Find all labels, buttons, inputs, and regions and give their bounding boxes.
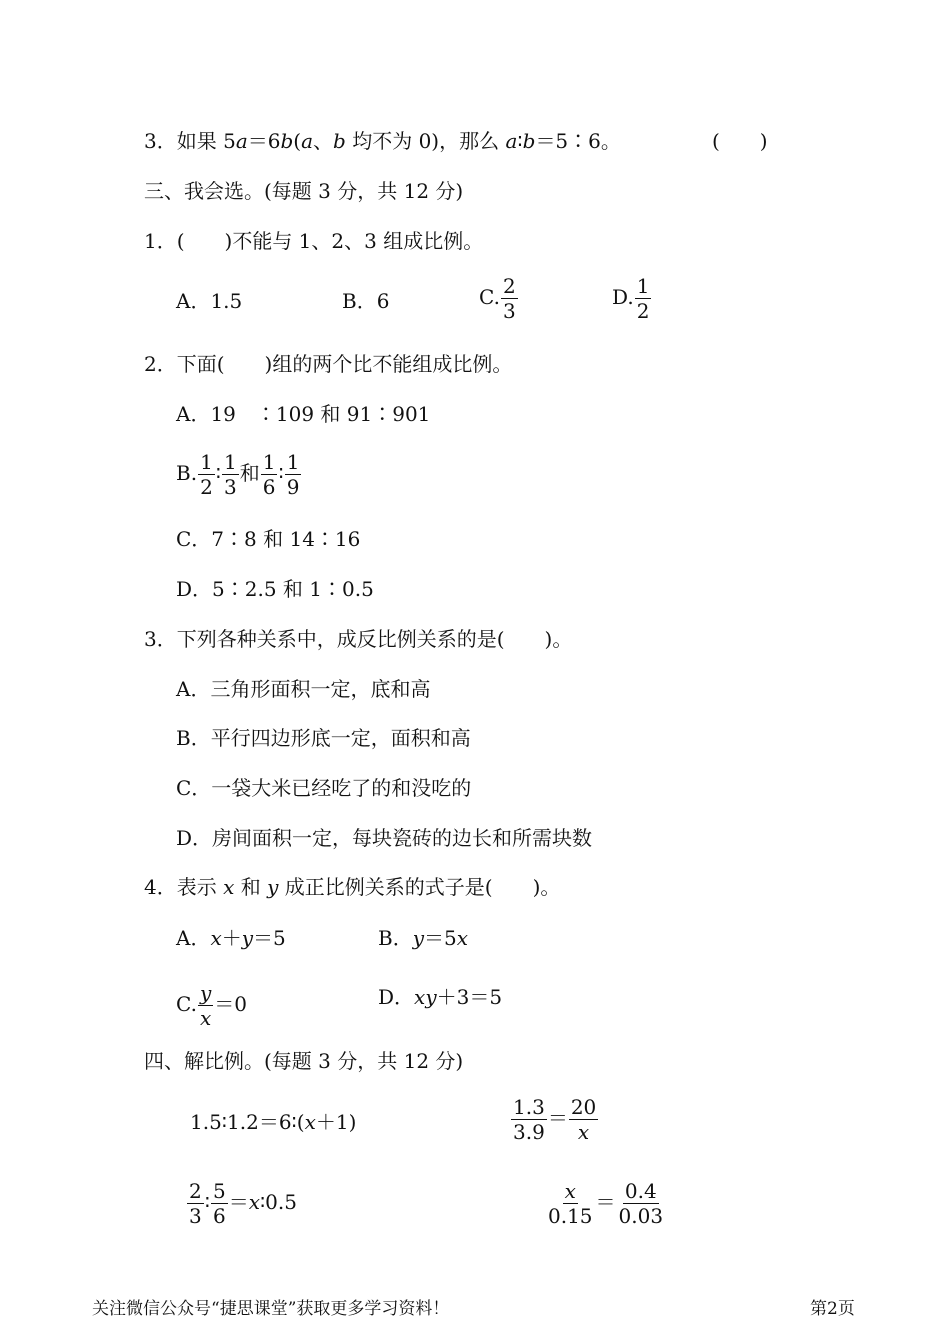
section-title: 三、我会选。(每题 3 分，共 12 分) — [144, 179, 464, 203]
ratio-colon: ∶ — [278, 461, 284, 485]
numerator: 1 — [636, 274, 650, 298]
option-label: D. — [612, 285, 634, 309]
denominator: 0.03 — [618, 1204, 664, 1228]
option-c[interactable] — [176, 983, 247, 1028]
stmt-text: ( — [293, 129, 302, 153]
question-stem: 2．下面( )组的两个比不能组成比例。 — [144, 352, 513, 376]
fraction — [501, 276, 518, 321]
option-a[interactable] — [176, 924, 286, 952]
var-b: b — [333, 129, 346, 153]
option-label: D． — [378, 985, 415, 1009]
numerator: 1.3 — [513, 1095, 545, 1119]
var-x: x — [223, 875, 235, 899]
option-c[interactable]: C．一袋大米已经吃了的和没吃的 — [176, 776, 472, 800]
equals-sign: ＝ — [547, 1106, 568, 1130]
option-label: C. — [479, 285, 500, 309]
var-x: x — [210, 926, 222, 950]
denominator: x — [577, 1120, 590, 1144]
option-d[interactable]: D．房间面积一定，每块瓷砖的边长和所需块数 — [176, 826, 593, 850]
option-d[interactable]: D．5∶2.5 和 1∶0.5 — [176, 577, 374, 601]
option-label: B． — [378, 926, 413, 950]
denominator: x — [199, 1006, 212, 1030]
numerator: 1 — [200, 450, 213, 474]
var-y: y — [267, 875, 279, 899]
option-a[interactable]: A．三角形面积一定，底和高 — [176, 677, 431, 701]
fraction — [222, 452, 239, 497]
var-xy: xy — [414, 985, 437, 1009]
expr-text: 1.5∶1.2＝6∶( — [190, 1110, 305, 1134]
numerator: 2 — [502, 274, 516, 298]
option-a[interactable]: A．19 ∶109 和 91∶901 — [176, 402, 431, 426]
fraction — [511, 1097, 547, 1142]
var-x: x — [456, 926, 469, 950]
stem-text: 4．表示 — [144, 875, 224, 899]
fraction — [187, 1181, 204, 1226]
option-d[interactable] — [378, 983, 502, 1011]
denominator: 3 — [224, 475, 237, 499]
fraction — [635, 276, 652, 321]
expr-text: ＋3＝5 — [436, 985, 503, 1009]
expr-text: ＋1) — [315, 1110, 357, 1134]
option-label: B. — [176, 461, 198, 485]
option-label: C. — [176, 992, 197, 1016]
option-c[interactable] — [479, 276, 519, 321]
equation-3 — [186, 1181, 297, 1226]
option-b[interactable]: B．6 — [342, 289, 390, 313]
option-c[interactable]: C．7∶8 和 14∶16 — [176, 527, 361, 551]
option-b[interactable] — [176, 452, 302, 497]
fraction — [546, 1181, 595, 1226]
denominator: 3 — [502, 299, 516, 323]
fraction — [198, 983, 213, 1028]
stem-text: 成正比例关系的式子是( )。 — [278, 875, 561, 899]
var-x: x — [304, 1110, 316, 1134]
stem-text: 和 — [234, 875, 268, 899]
var-y: y — [241, 926, 254, 950]
stmt-text: ＝5∶6。 — [535, 129, 621, 153]
fraction — [285, 452, 302, 497]
option-label: A． — [176, 926, 211, 950]
numerator: 1 — [262, 450, 276, 474]
stmt-text: 3．如果 5 — [144, 129, 236, 153]
numerator: 1 — [224, 450, 237, 474]
section-title: 四、解比例。(每题 3 分，共 12 分) — [144, 1049, 464, 1073]
numerator: 0.4 — [624, 1179, 657, 1203]
denominator: 9 — [286, 475, 300, 499]
conjunction: 和 — [239, 461, 260, 485]
fraction — [261, 452, 278, 497]
ratio-colon: ∶ — [204, 1190, 210, 1214]
var-x: x — [248, 1190, 260, 1214]
stmt-text: 、 — [313, 129, 334, 153]
var-a: a — [301, 129, 314, 153]
fraction — [569, 1097, 598, 1142]
option-b[interactable]: B．平行四边形底一定，面积和高 — [176, 726, 471, 750]
stmt-text: ＝6 — [247, 129, 281, 153]
fraction — [198, 452, 215, 497]
stmt-text: ∶ — [517, 129, 523, 153]
var-b: b — [280, 129, 294, 153]
denominator: 6 — [212, 1204, 226, 1228]
numerator: 2 — [189, 1179, 202, 1203]
option-a[interactable]: A．1.5 — [176, 289, 243, 313]
expr-text: ＝5 — [424, 926, 457, 950]
denominator: 3 — [189, 1204, 202, 1228]
var-a: a — [505, 129, 518, 153]
numerator: 20 — [570, 1095, 597, 1119]
page-number: 第2页 — [810, 1299, 855, 1319]
question-stem: 1．( )不能与 1、2、3 组成比例。 — [144, 229, 484, 253]
denominator: 0.15 — [548, 1204, 593, 1228]
option-b[interactable] — [378, 924, 468, 952]
var-a: a — [235, 129, 248, 153]
question-stem: 3．下列各种关系中，成反比例关系的是( )。 — [144, 627, 573, 651]
fraction — [211, 1181, 228, 1226]
expr-text: ∶0.5 — [259, 1190, 297, 1214]
fraction — [617, 1181, 666, 1226]
question-stem — [144, 873, 560, 901]
denominator: 3.9 — [513, 1120, 545, 1144]
var-y: y — [412, 926, 425, 950]
numerator: y — [199, 981, 212, 1005]
q3-true-false-statement — [144, 127, 621, 155]
equation-4 — [545, 1181, 666, 1226]
expr-text: ＝5 — [253, 926, 286, 950]
stmt-text: 均不为 0)，那么 — [345, 129, 506, 153]
numerator: 1 — [286, 450, 300, 474]
equals-sign: ＝ — [228, 1190, 249, 1214]
numerator: x — [564, 1179, 576, 1203]
operator: ＋ — [221, 926, 242, 950]
denominator: 2 — [200, 475, 213, 499]
option-d[interactable] — [612, 276, 652, 321]
var-b: b — [522, 129, 536, 153]
answer-parentheses[interactable]: ( ) — [712, 129, 768, 153]
denominator: 6 — [262, 475, 276, 499]
denominator: 2 — [636, 299, 650, 323]
ratio-colon: ∶ — [215, 461, 222, 485]
equals-sign: ＝ — [595, 1190, 616, 1214]
numerator: 5 — [212, 1179, 226, 1203]
equation-1 — [190, 1108, 356, 1136]
equation-2 — [510, 1097, 599, 1142]
footer-note: 关注微信公众号“捷思课堂”获取更多学习资料！ — [92, 1299, 450, 1319]
expr-text: ＝0 — [214, 992, 247, 1016]
